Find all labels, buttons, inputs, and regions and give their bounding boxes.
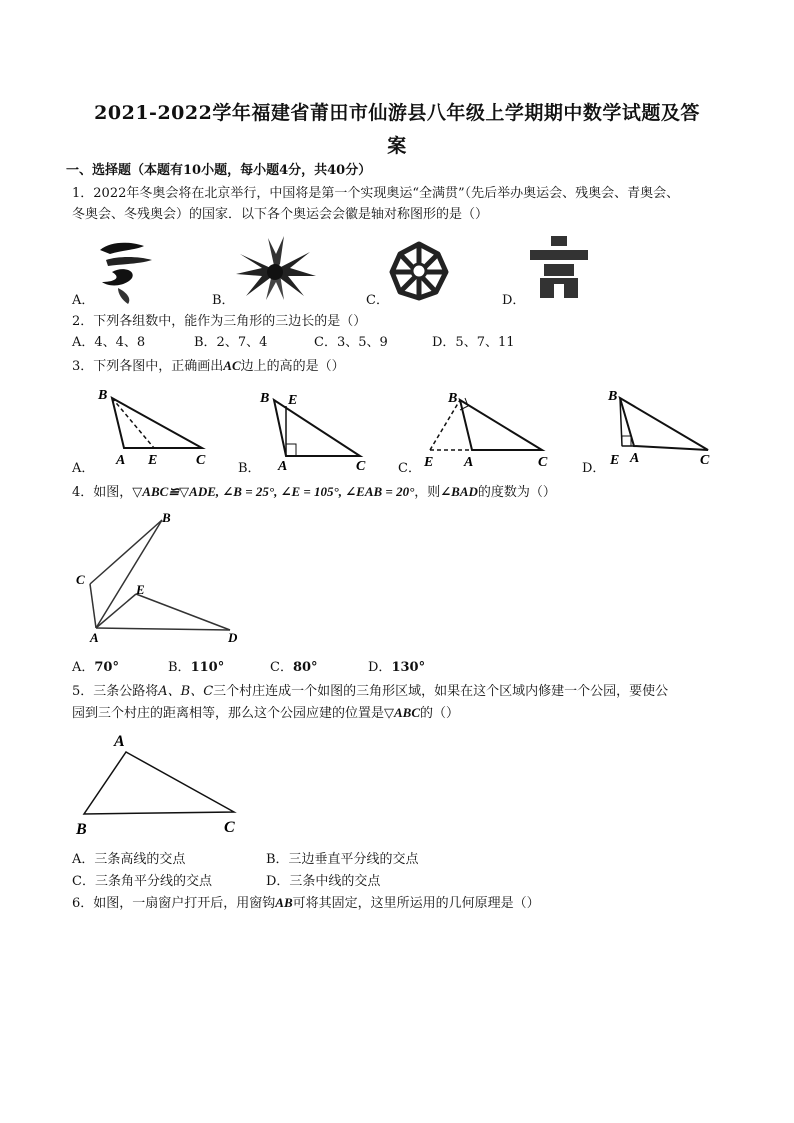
q5-option-c: C．三条角平分线的交点 (72, 874, 212, 889)
q1-stem-line2: 冬奥会、冬残奥会）的国家．以下各个奥运会会徽是轴对称图形的是（） (72, 207, 489, 222)
q3-c-label-a: A (464, 455, 474, 470)
q3-option-c: C． (398, 461, 421, 476)
q3-figure-c (416, 386, 566, 470)
q3-c-label-c: C (538, 455, 548, 470)
q2-option-a: A．4、4、8 (72, 335, 146, 350)
q4-label-c: C (76, 572, 85, 587)
emblem-a-image (92, 236, 162, 306)
q3-stem-math: AC (223, 358, 241, 373)
q3-a-label-a: A (116, 453, 126, 468)
q1-option-a: A． (72, 293, 95, 308)
q5-label-b: B (76, 821, 87, 838)
q3-a-label-c: C (196, 453, 206, 468)
q5-option-a: A．三条高线的交点 (72, 852, 186, 867)
q3-figure-a (90, 384, 220, 468)
q2-option-d: D．5、7、11 (432, 335, 515, 350)
q5-label-c: C (224, 819, 235, 836)
q5-line1-post: 三个村庄连成一个如图的三角形区域，如果在这个区域内修建一个公园，要使公 (213, 684, 669, 699)
q4-label-d: D (228, 630, 238, 645)
q3-b-label-a: A (278, 459, 288, 470)
q3-a-label-e: E (148, 453, 158, 468)
q4-option-b-value: 110° (190, 660, 225, 675)
q1-stem-line1: 1．2022年冬奥会将在北京举行，中国将是第一个实现奥运“全满贯”（先后举办奥运会、残奥会、青奥会、 (72, 186, 680, 201)
q5-line2-math: ▽ABC (384, 705, 421, 720)
q3-d-label-b: B (608, 389, 618, 404)
q6-stem-post: 可将其固定，这里所运用的几何原理是（） (292, 896, 540, 911)
q5-figure (70, 728, 250, 838)
q6-stem (72, 894, 540, 913)
q3-figure-d (600, 384, 720, 470)
q3-a-label-b: B (98, 388, 108, 403)
q5-line1-abc: A、B、C (158, 684, 214, 699)
q4-stem-math: ▽ABC≌▽ADE, ∠B = 25°, ∠E = 105°, ∠EAB = 20° (132, 484, 415, 499)
q4-option-d (368, 659, 425, 677)
q5-option-d: D．三条中线的交点 (266, 874, 381, 889)
q3-option-b: B． (238, 461, 261, 476)
q3-d-label-a: A (630, 451, 640, 466)
q5-label-a: A (114, 733, 125, 750)
emblem-c-image (386, 238, 452, 302)
q4-stem-math2: ∠BAD (440, 484, 478, 499)
q1-option-d: D． (502, 293, 526, 308)
q5-stem-line2 (72, 704, 459, 723)
q3-c-label-b: B (448, 391, 458, 406)
q4-label-e: E (136, 582, 145, 597)
q2-option-b: B．2、7、4 (194, 335, 268, 350)
q3-stem (72, 357, 345, 376)
page-title-line1: 2021-2022学年福建省莆田市仙游县八年级上学期期中数学试题及答 (94, 102, 700, 124)
q3-b-label-b: B (260, 391, 270, 406)
q2-option-c: C．3、5、9 (314, 335, 388, 350)
q1-option-b: B． (212, 293, 235, 308)
q3-b-label-c: C (356, 459, 366, 470)
q4-option-a (72, 659, 119, 677)
q5-line2-post: 的（） (420, 706, 460, 721)
q4-option-c (270, 659, 318, 677)
q3-d-label-c: C (700, 453, 710, 468)
q4-option-b-letter: B． (168, 660, 191, 675)
q4-stem-pre: 4．如图， (72, 485, 133, 500)
q4-label-a: A (90, 630, 99, 645)
q5-line2-pre: 园到三个村庄的距离相等，那么这个公园应建的位置是 (72, 706, 385, 721)
q3-stem-pre: 3．下列各图中，正确画出 (72, 359, 224, 374)
emblem-d-image (526, 236, 592, 300)
q4-option-d-value: 130° (391, 660, 426, 675)
q3-stem-post: 边上的高的是（） (240, 359, 345, 374)
q3-d-label-e: E (610, 453, 620, 468)
q4-option-c-value: 80° (292, 660, 318, 675)
q3-option-a: A． (72, 461, 95, 476)
q2-stem: 2．下列各组数中，能作为三角形的三边长的是（） (72, 314, 367, 329)
q5-line1-pre: 5．三条公路将 (72, 684, 159, 699)
q4-option-c-letter: C． (270, 660, 293, 675)
section-heading: 一、选择题（本题有10小题，每小题4分，共40分） (66, 163, 372, 178)
q6-stem-math: AB (275, 895, 293, 910)
emblem-b-image (232, 234, 318, 304)
q6-stem-pre: 6．如图，一扇窗户打开后，用窗钩 (72, 896, 276, 911)
q4-figure (70, 508, 250, 648)
q3-option-d: D． (582, 461, 606, 476)
q5-option-b: B．三边垂直平分线的交点 (266, 852, 419, 867)
q4-stem (72, 483, 556, 502)
q5-stem-line1 (72, 683, 668, 701)
page-title-line2: 案 (387, 135, 407, 157)
q4-option-b (168, 659, 224, 677)
q3-figure-b (256, 386, 376, 470)
q4-stem-post: 的度数为（） (477, 485, 556, 500)
q3-b-label-e: E (288, 393, 298, 408)
q3-c-label-e: E (424, 455, 434, 470)
q4-option-d-letter: D． (368, 660, 392, 675)
q1-option-c: C． (366, 293, 389, 308)
q4-label-b: B (162, 510, 171, 525)
q4-option-a-value: 70° (94, 660, 119, 675)
q4-option-a-letter: A． (72, 660, 95, 675)
q4-stem-mid: ，则 (414, 485, 441, 500)
